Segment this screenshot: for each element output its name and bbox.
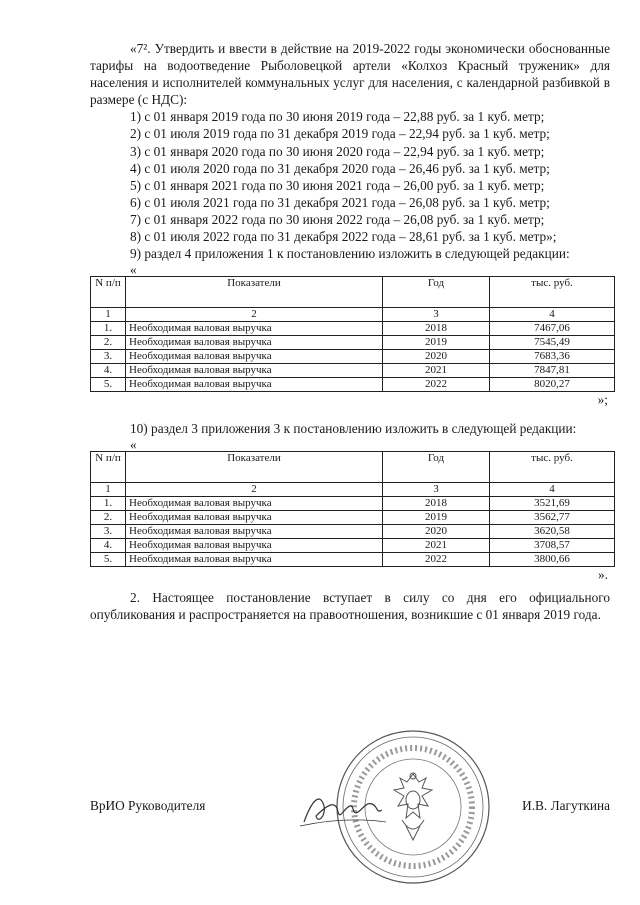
section9-text: 9) раздел 4 приложения 1 к постановлению изложить в следующей редакции:	[130, 246, 570, 262]
table-cell: 7467,06	[490, 322, 615, 336]
table-cell: 2022	[383, 553, 490, 567]
table-cell: 1	[91, 308, 126, 322]
table-cell: 2019	[383, 511, 490, 525]
document-body	[90, 40, 610, 624]
table-cell: 2019	[383, 336, 490, 350]
table-row	[91, 539, 615, 553]
tariff-item: 4) с 01 июля 2020 года по 31 декабря 2020 года – 26,46 руб. за 1 куб. метр;	[130, 160, 550, 176]
table-cell: Необходимая валовая выручка	[126, 336, 383, 350]
table-cell: 2018	[383, 322, 490, 336]
table-cell: 4.	[91, 364, 126, 378]
table-row	[91, 378, 615, 392]
table-cell: 3800,66	[490, 553, 615, 567]
table-cell: 2021	[383, 539, 490, 553]
table-cell: 2022	[383, 378, 490, 392]
col-header-indicators: Показатели	[126, 452, 383, 483]
col-header-year: Год	[383, 452, 490, 483]
table-cell: 3.	[91, 350, 126, 364]
table-cell: 2020	[383, 350, 490, 364]
table-cell: Необходимая валовая выручка	[126, 553, 383, 567]
table-cell: 4	[490, 483, 615, 497]
table-cell: 1.	[91, 497, 126, 511]
col-header-amount: тыс. руб.	[490, 452, 615, 483]
table-cell: 3.	[91, 525, 126, 539]
table-cell: Необходимая валовая выручка	[126, 497, 383, 511]
tariff-item: 8) с 01 июля 2022 года по 31 декабря 2022 года – 28,61 руб. за 1 куб. метр»;	[130, 229, 557, 245]
table-cell: 5.	[91, 553, 126, 567]
table-cell: Необходимая валовая выручка	[126, 539, 383, 553]
table-numbering-row	[91, 308, 615, 322]
closing-paragraph: 2. Настоящее постановление вступает в силу со дня его официального опубликования и распространяется на правоотношения, возникшие с 01 января 2019 года.	[90, 590, 610, 623]
quote-close: »;	[597, 392, 608, 408]
tariff-list	[90, 108, 610, 245]
table-cell: 2.	[91, 336, 126, 350]
table-cell: 7847,81	[490, 364, 615, 378]
table-row	[91, 553, 615, 567]
table-header-row	[91, 277, 615, 308]
tariff-item: 1) с 01 января 2019 года по 30 июня 2019 года – 22,88 руб. за 1 куб. метр;	[130, 109, 545, 125]
tariff-item: 2) с 01 июля 2019 года по 31 декабря 2019 года – 22,94 руб. за 1 куб. метр;	[130, 126, 550, 142]
table-numbering-row	[91, 483, 615, 497]
tariff-item: 3) с 01 января 2020 года по 30 июня 2020 года – 22,94 руб. за 1 куб. метр;	[130, 143, 545, 159]
col-header-indicators: Показатели	[126, 277, 383, 308]
tariff-item: 7) с 01 января 2022 года по 30 июня 2022 года – 26,08 руб. за 1 куб. метр;	[130, 211, 545, 227]
table-cell: 7683,36	[490, 350, 615, 364]
table-cell: 3	[383, 308, 490, 322]
table-cell: 3521,69	[490, 497, 615, 511]
table-cell: Необходимая валовая выручка	[126, 364, 383, 378]
table-cell: 2020	[383, 525, 490, 539]
table-cell: 2	[126, 308, 383, 322]
table-cell: 1	[91, 483, 126, 497]
revenue-table-appendix3	[90, 451, 615, 567]
quote-open: «	[130, 437, 137, 453]
col-header-number: N п/п	[91, 452, 126, 483]
table-cell: 2021	[383, 364, 490, 378]
table-cell: 8020,27	[490, 378, 615, 392]
col-header-year: Год	[383, 277, 490, 308]
table-cell: 3620,58	[490, 525, 615, 539]
table-row	[91, 497, 615, 511]
table-cell: 2	[126, 483, 383, 497]
table-header-row	[91, 452, 615, 483]
table-cell: 2018	[383, 497, 490, 511]
tariff-item: 5) с 01 января 2021 года по 30 июня 2021 года – 26,00 руб. за 1 куб. метр;	[130, 177, 545, 193]
table-cell: 2.	[91, 511, 126, 525]
quote-close: ».	[598, 567, 608, 583]
table-cell: 4.	[91, 539, 126, 553]
signatory-position: ВрИО Руководителя	[90, 798, 206, 813]
signatory-name: И.В. Лагуткина	[522, 798, 610, 813]
table-cell: Необходимая валовая выручка	[126, 511, 383, 525]
table-cell: 1.	[91, 322, 126, 336]
table-cell: 4	[490, 308, 615, 322]
table-row	[91, 511, 615, 525]
table-cell: Необходимая валовая выручка	[126, 350, 383, 364]
table-cell: 3562,77	[490, 511, 615, 525]
col-header-number: N п/п	[91, 277, 126, 308]
table-row	[91, 322, 615, 336]
table-cell: Необходимая валовая выручка	[126, 378, 383, 392]
table-cell: Необходимая валовая выручка	[126, 525, 383, 539]
revenue-table-appendix1	[90, 276, 615, 392]
table-cell: Необходимая валовая выручка	[126, 322, 383, 336]
table-row	[91, 525, 615, 539]
table-row	[91, 336, 615, 350]
section10-text: 10) раздел 3 приложения 3 к постановлению изложить в следующей редакции:	[130, 421, 577, 437]
quote-open: «	[130, 262, 137, 278]
table-cell: 7545,49	[490, 336, 615, 350]
handwritten-signature-icon	[298, 782, 388, 832]
table-cell: 3	[383, 483, 490, 497]
tariff-item: 6) с 01 июля 2021 года по 31 декабря 2021 года – 26,08 руб. за 1 куб. метр;	[130, 194, 550, 210]
table-row	[91, 364, 615, 378]
table-cell: 3708,57	[490, 539, 615, 553]
intro-paragraph: «7². Утвердить и ввести в действие на 2019-2022 годы экономически обоснованные тарифы на водоотведение Рыболовецкой артели «Колхоз Красный труженик» для населения и исполнителей коммунальных услуг для населения, с календарной разбивкой в размере (с НДС):	[90, 41, 610, 108]
table-row	[91, 350, 615, 364]
col-header-amount: тыс. руб.	[490, 277, 615, 308]
table-cell: 5.	[91, 378, 126, 392]
